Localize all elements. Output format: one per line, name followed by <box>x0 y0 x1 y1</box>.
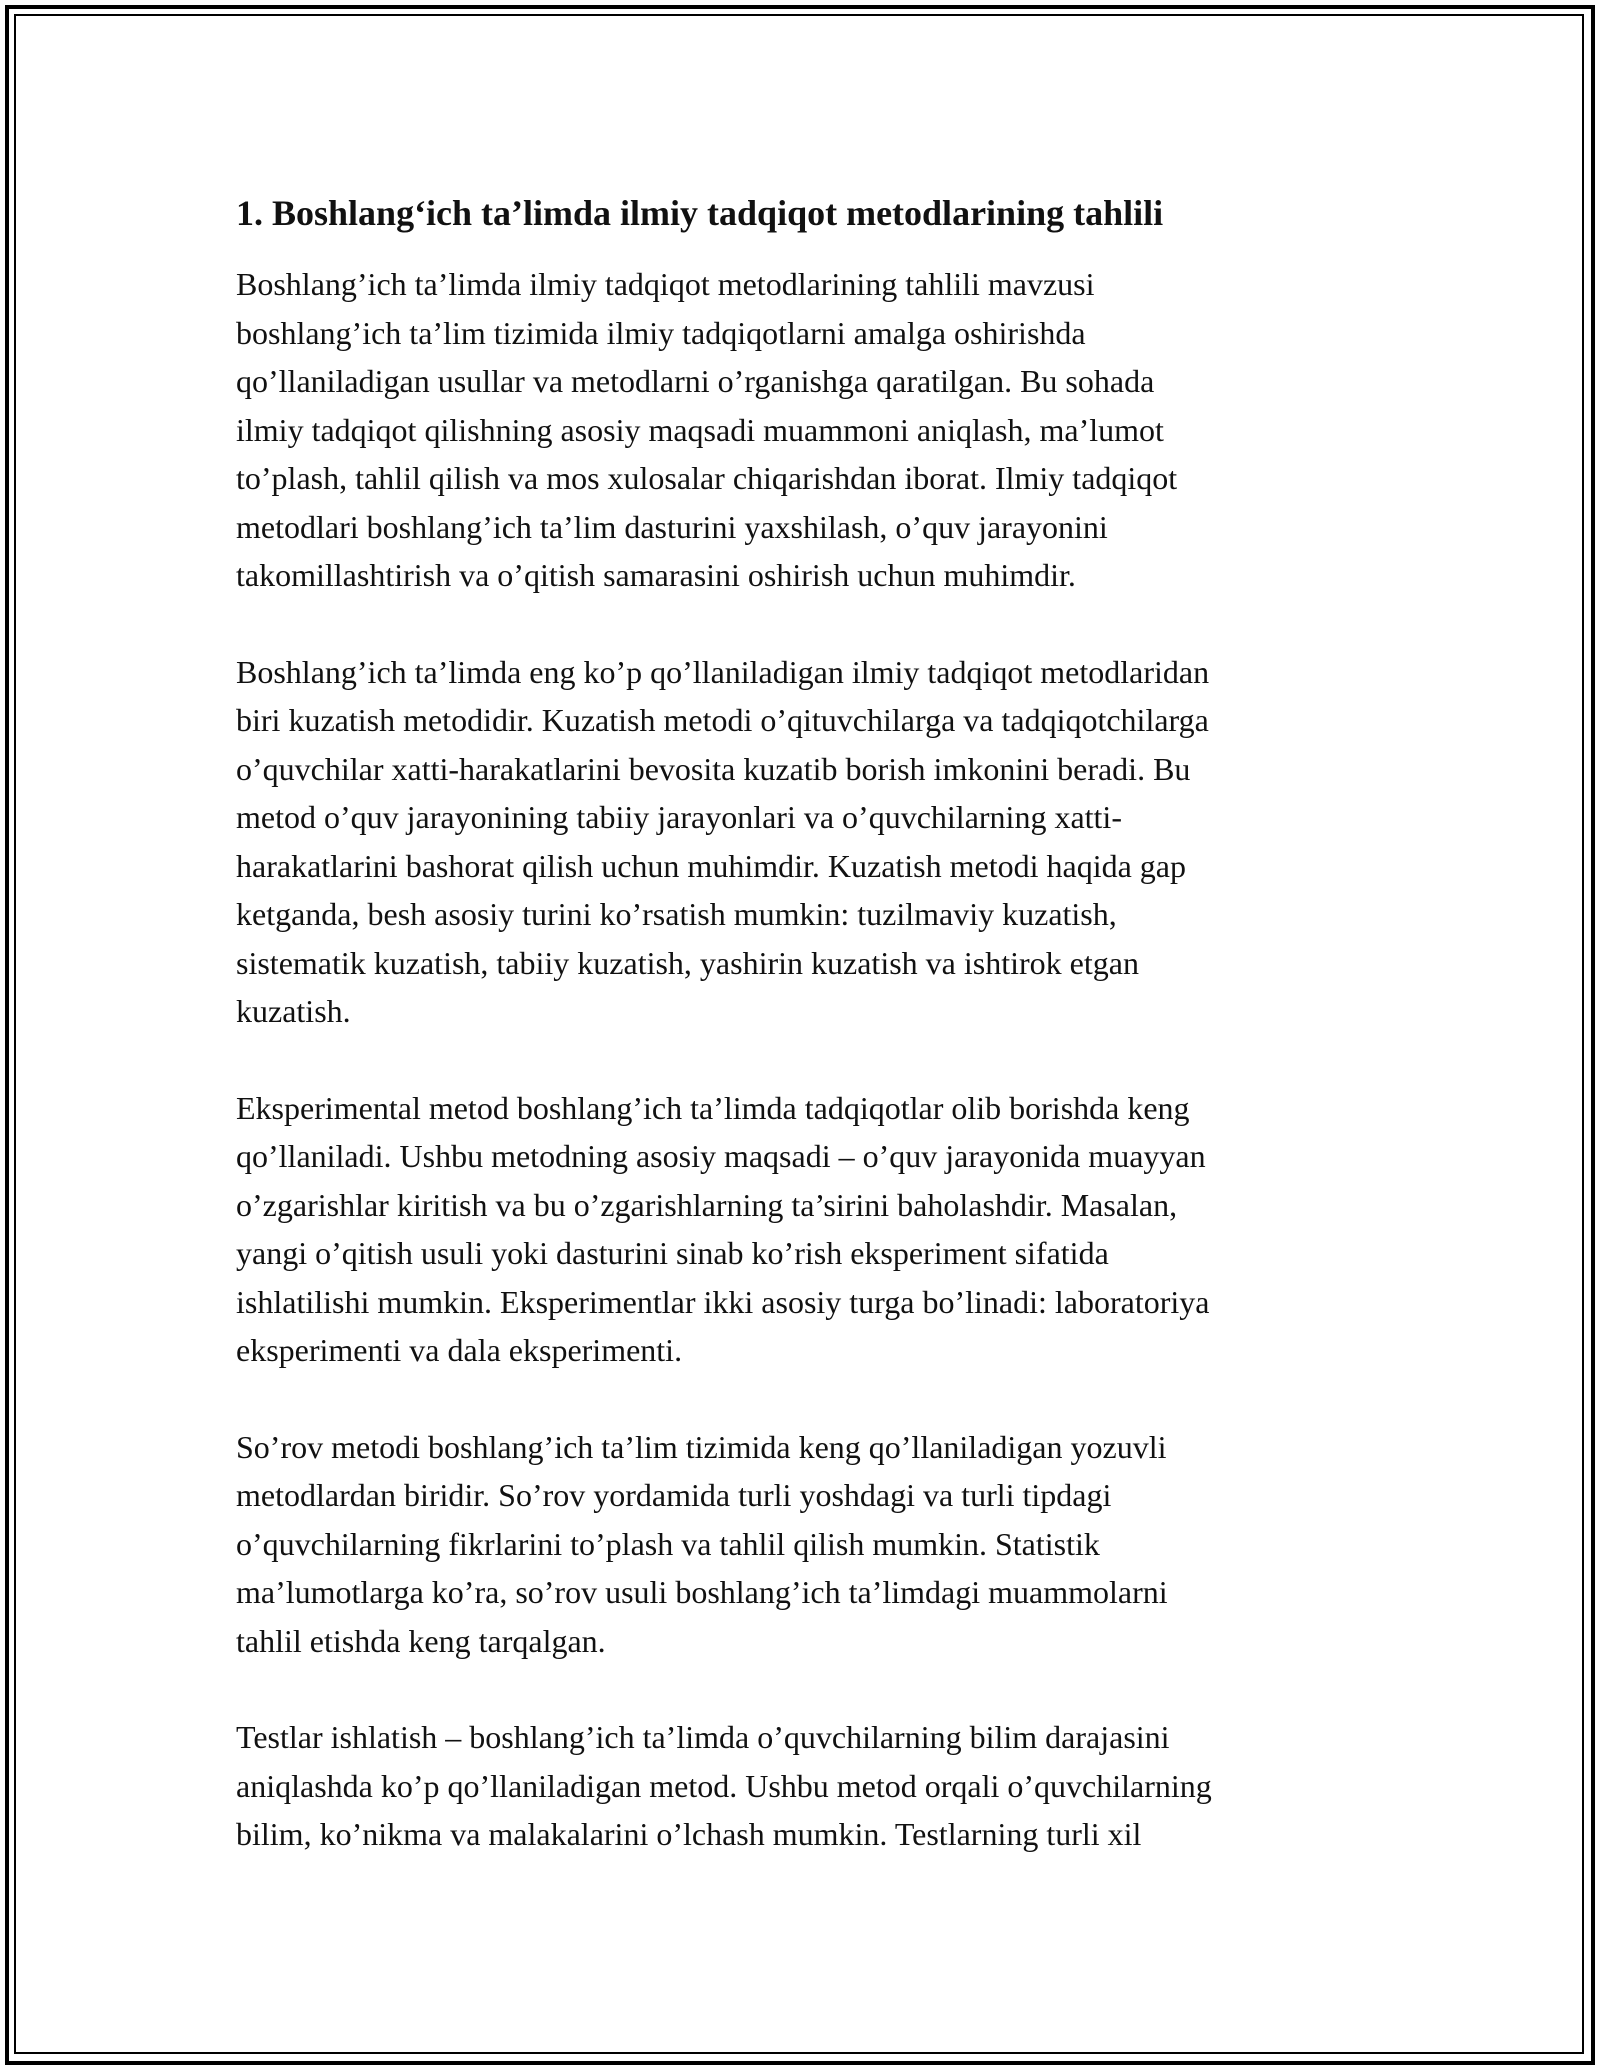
text-line: Boshlang’ich ta’limda eng ko’p qo’llaniladigan ilmiy tadqiqot metodlaridan <box>236 653 1210 690</box>
paragraph-tests <box>236 1713 1376 1859</box>
text-line: qo’llaniladigan usullar va metodlarni o’rganishga qaratilgan. Bu sohada <box>236 363 1155 399</box>
text-line: tahlil etishda keng tarqalgan. <box>236 1622 606 1659</box>
text-line: harakatlarini bashorat qilish uchun muhimdir. Kuzatish metodi haqida gap <box>236 847 1186 884</box>
text-line: ketganda, besh asosiy turini ko’rsatish mumkin: tuzilmaviy kuzatish, <box>236 896 1117 932</box>
text-line: Testlar ishlatish – boshlang’ich ta’limda o’quvchilarning bilim darajasini <box>236 1719 1170 1755</box>
text-line: bilim, ko’nikma va malakalarini o’lchash mumkin. Testlarning turli xil <box>236 1816 1142 1852</box>
paragraph-survey <box>236 1423 1376 1666</box>
text-line: yangi o’qitish usuli yoki dasturini sinab ko’rish eksperiment sifatida <box>236 1235 1109 1271</box>
text-line: Eksperimental metod boshlang’ich ta’limda tadqiqotlar olib borishda keng <box>236 1089 1190 1126</box>
text-line: ma’lumotlarga ko’ra, so’rov usuli boshlang’ich ta’limdagi muammolarni <box>236 1574 1168 1610</box>
text-line: sistematik kuzatish, tabiiy kuzatish, yashirin kuzatish va ishtirok etgan <box>236 944 1139 981</box>
section-heading: 1. Boshlang‘ich ta’limda ilmiy tadqiqot metodlarining tahlili <box>236 193 1164 233</box>
text-line: metod o’quv jarayonining tabiiy jarayonlari va o’quvchilarning xatti- <box>236 799 1122 835</box>
text-line: Boshlang’ich ta’limda ilmiy tadqiqot metodlarining tahlili mavzusi <box>236 266 1095 302</box>
text-line: ilmiy tadqiqot qilishning asosiy maqsadi muammoni aniqlash, ma’lumot <box>236 411 1164 448</box>
text-line: eksperimenti va dala eksperimenti. <box>236 1332 683 1368</box>
text-line: kuzatish. <box>236 993 351 1029</box>
text-line: ishlatilishi mumkin. Eksperimentlar ikki asosiy turga bo’linadi: laboratoriya <box>236 1283 1210 1320</box>
text-line: metodlari boshlang’ich ta’lim dasturini yaxshilash, o’quv jarayonini <box>236 508 1108 545</box>
text-line: o’zgarishlar kiritish va bu o’zgarishlarning ta’sirini baholashdir. Masalan, <box>236 1186 1178 1223</box>
paragraph-intro <box>236 260 1376 600</box>
text-line: boshlang’ich ta’lim tizimida ilmiy tadqiqotlarni amalga oshirishda <box>236 314 1086 351</box>
document-body <box>236 188 1376 1907</box>
text-line: o’quvchilar xatti-harakatlarini bevosita kuzatib borish imkonini beradi. Bu <box>236 750 1191 787</box>
text-line: biri kuzatish metodidir. Kuzatish metodi o’qituvchilarga va tadqiqotchilarga <box>236 702 1209 738</box>
text-line: to’plash, tahlil qilish va mos xulosalar chiqarishdan iborat. Ilmiy tadqiqot <box>236 460 1178 496</box>
paragraph-observation <box>236 648 1376 1036</box>
text-line: qo’llaniladi. Ushbu metodning asosiy maqsadi – o’quv jarayonida muayyan <box>236 1138 1206 1174</box>
text-line: aniqlashda ko’p qo’llaniladigan metod. Ushbu metod orqali o’quvchilarning <box>236 1767 1212 1804</box>
text-line: metodlardan biridir. So’rov yordamida turli yoshdagi va turli tipdagi <box>236 1477 1112 1513</box>
text-line: o’quvchilarning fikrlarini to’plash va tahlil qilish mumkin. Statistik <box>236 1525 1100 1562</box>
paragraph-experimental <box>236 1084 1376 1375</box>
text-line: takomillashtirish va o’qitish samarasini oshirish uchun muhimdir. <box>236 557 1076 593</box>
text-line: So’rov metodi boshlang’ich ta’lim tizimida keng qo’llaniladigan yozuvli <box>236 1428 1167 1465</box>
